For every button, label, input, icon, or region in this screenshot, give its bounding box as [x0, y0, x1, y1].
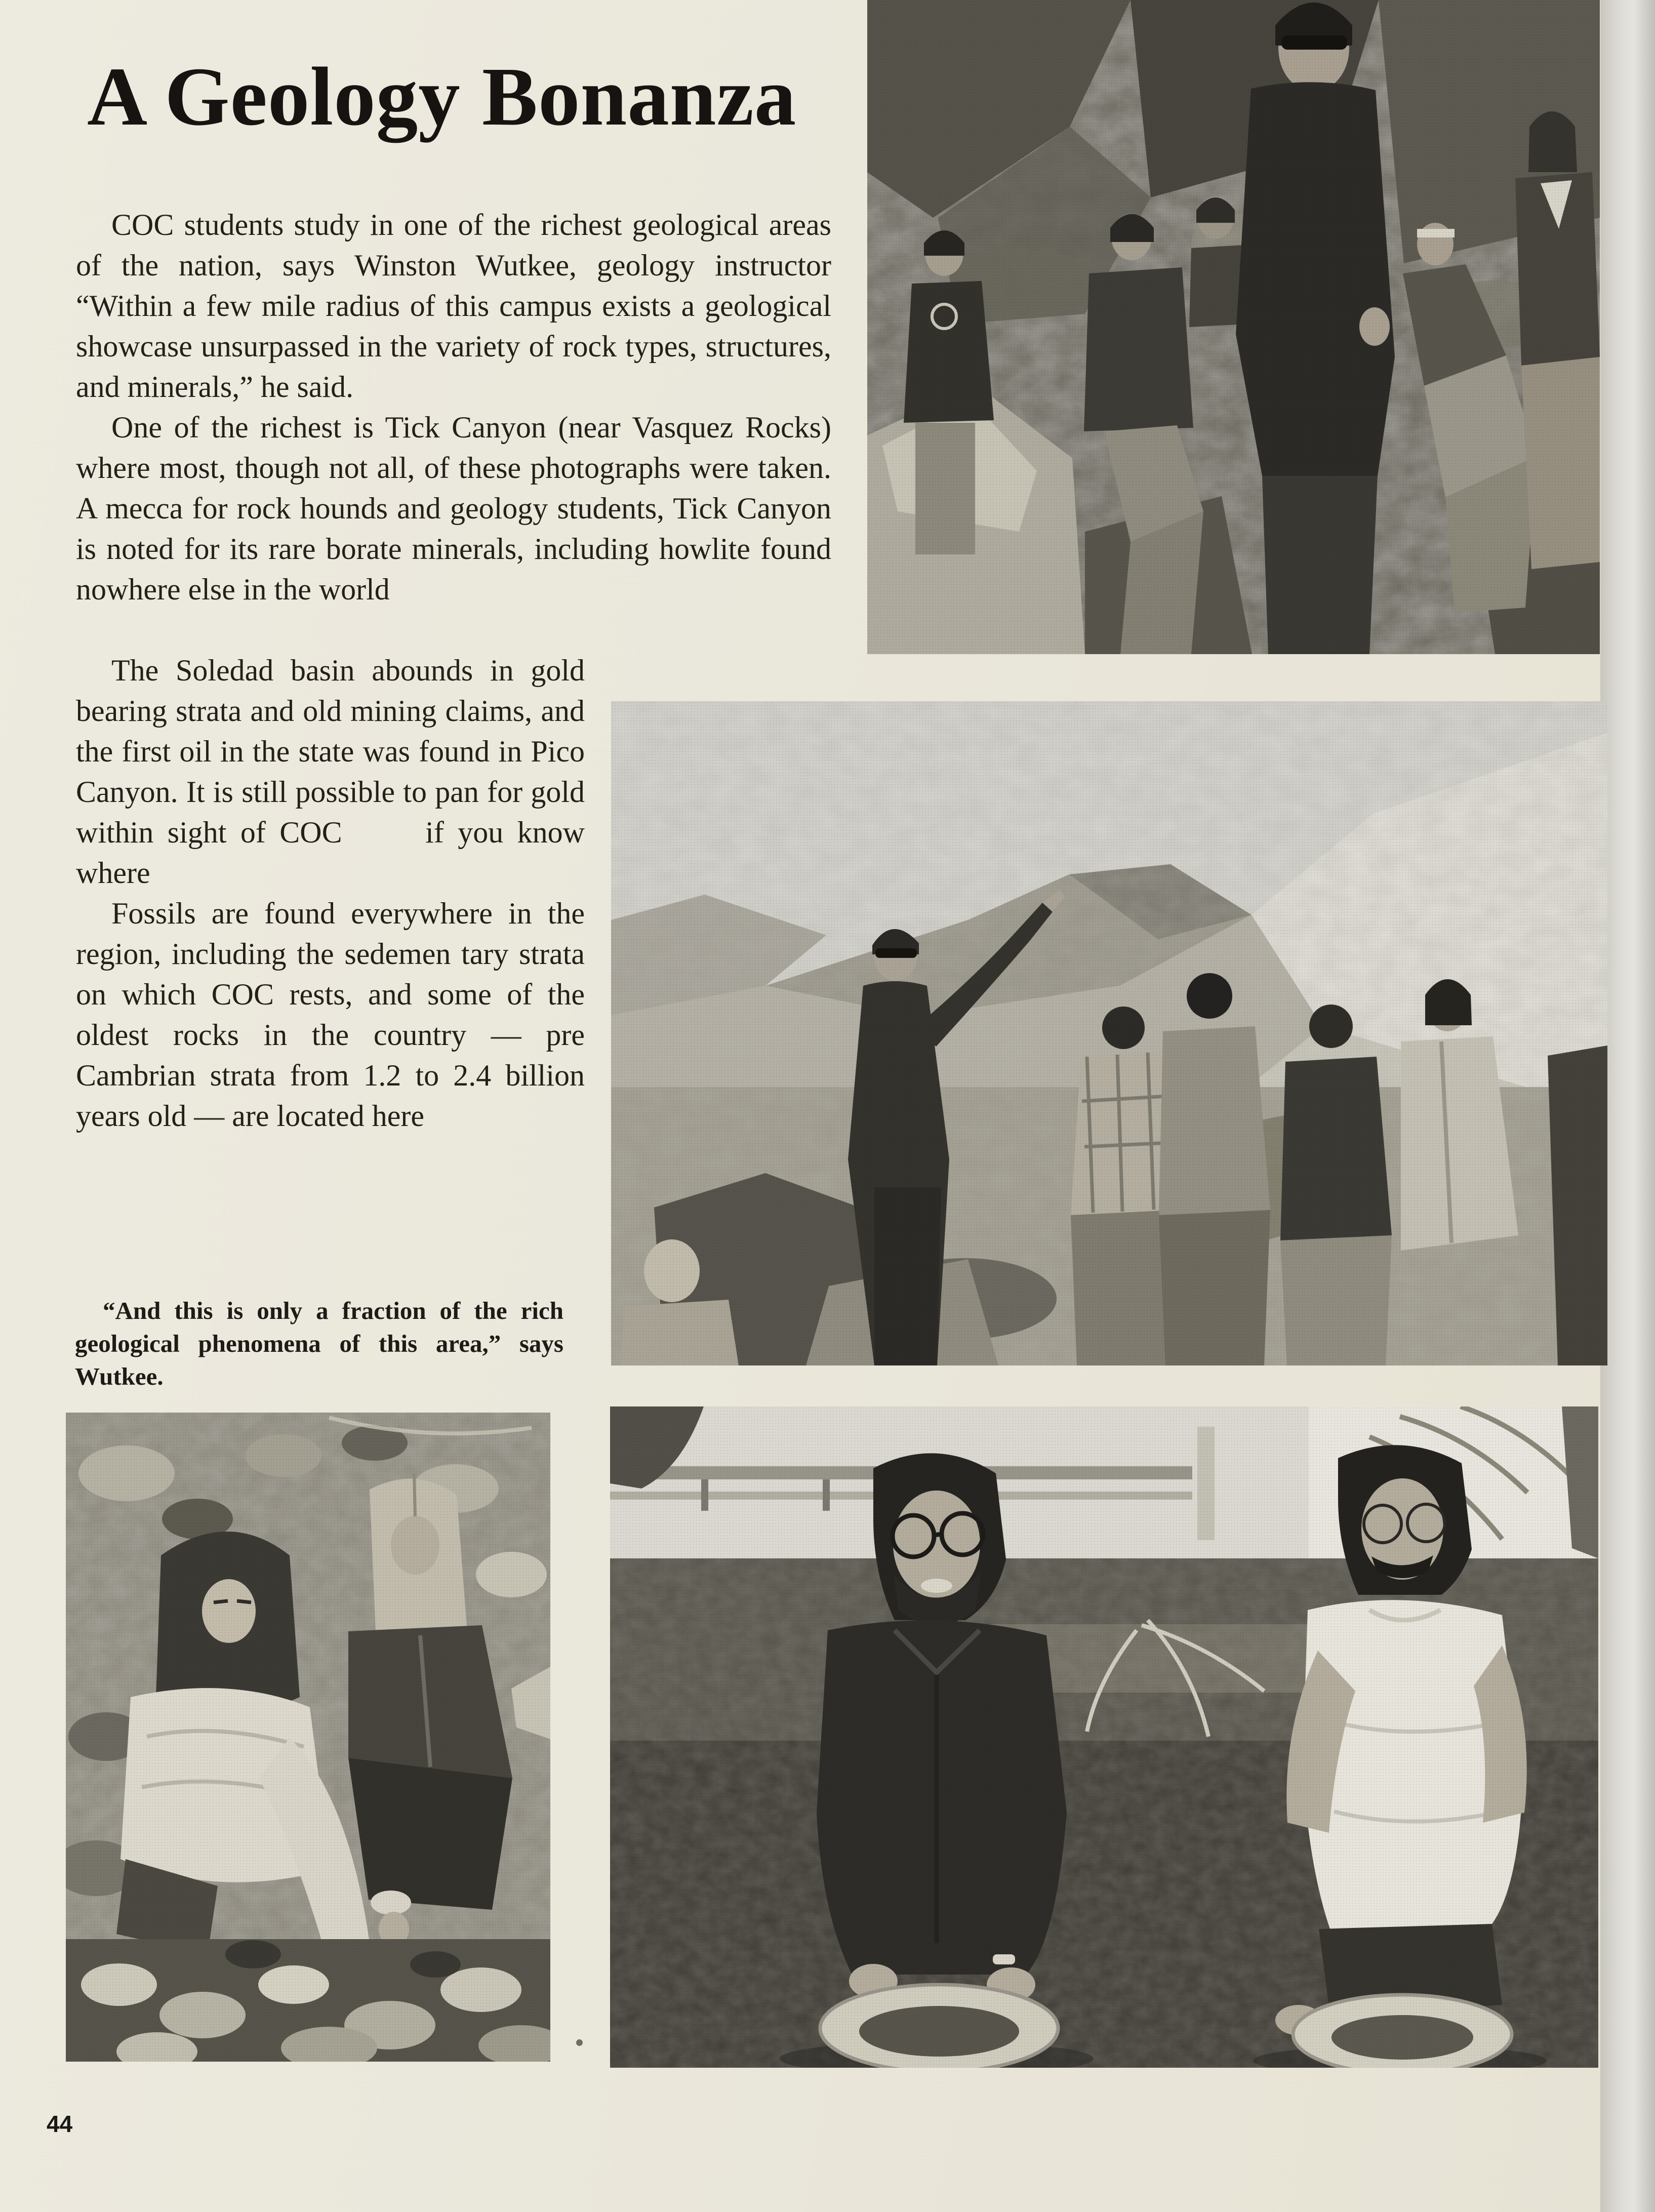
page-edge-gutter — [1600, 0, 1655, 2212]
photo-students-gold-panning-art — [610, 1406, 1598, 2068]
paragraph-3: The Soledad basin abounds in gold bearing strata and old mining claims, and the first oil in the state was found in Pico Canyon. It is still possible to pan for gold within sight of COC if you know where — [76, 654, 585, 890]
paragraph-4: Fossils are found everywhere in the region, including the sedemen tary strata on which COC rests, and some of the oldest rocks in the country — pre Cambrian strata from 1.2 to 2.4 billion years old — are located here — [76, 897, 585, 1133]
paragraph-1: COC students study in one of the richest geological areas of the nation, says Winston Wutkee, geology instructor “Within a few mile radius of this campus exists a geological showcase unsurpassed in the variety of rock types, structures, and minerals,” he said. — [76, 208, 831, 404]
article-column-wide — [76, 205, 831, 610]
photo-instructor-pointing — [611, 701, 1607, 1365]
photo-students-on-cliff — [867, 0, 1600, 654]
foreground-rock-pile — [66, 1939, 550, 2062]
page-number: 44 — [47, 2111, 73, 2137]
photo-caption: “And this is only a fraction of the rich geological phenomena of this area,” says Wutkee. — [75, 1297, 563, 1390]
photo-students-gold-panning — [610, 1406, 1598, 2068]
photo-students-on-cliff-art — [867, 0, 1600, 654]
photo-instructor-pointing-art — [611, 701, 1607, 1365]
paragraph-2: One of the richest is Tick Canyon (near Vasquez Rocks) where most, though not all, of these photographs were taken. A mecca for rock hounds and geology students, Tick Canyon is noted for its rare borate minerals, including howlite found nowhere else in the world — [76, 411, 831, 606]
article-column-narrow — [76, 650, 585, 1136]
print-speck — [576, 2039, 583, 2046]
page-title: A Geology Bonanza — [87, 50, 797, 143]
photo-students-collecting-rocks — [66, 1413, 550, 2062]
photo-students-collecting-rocks-art — [66, 1413, 550, 2062]
